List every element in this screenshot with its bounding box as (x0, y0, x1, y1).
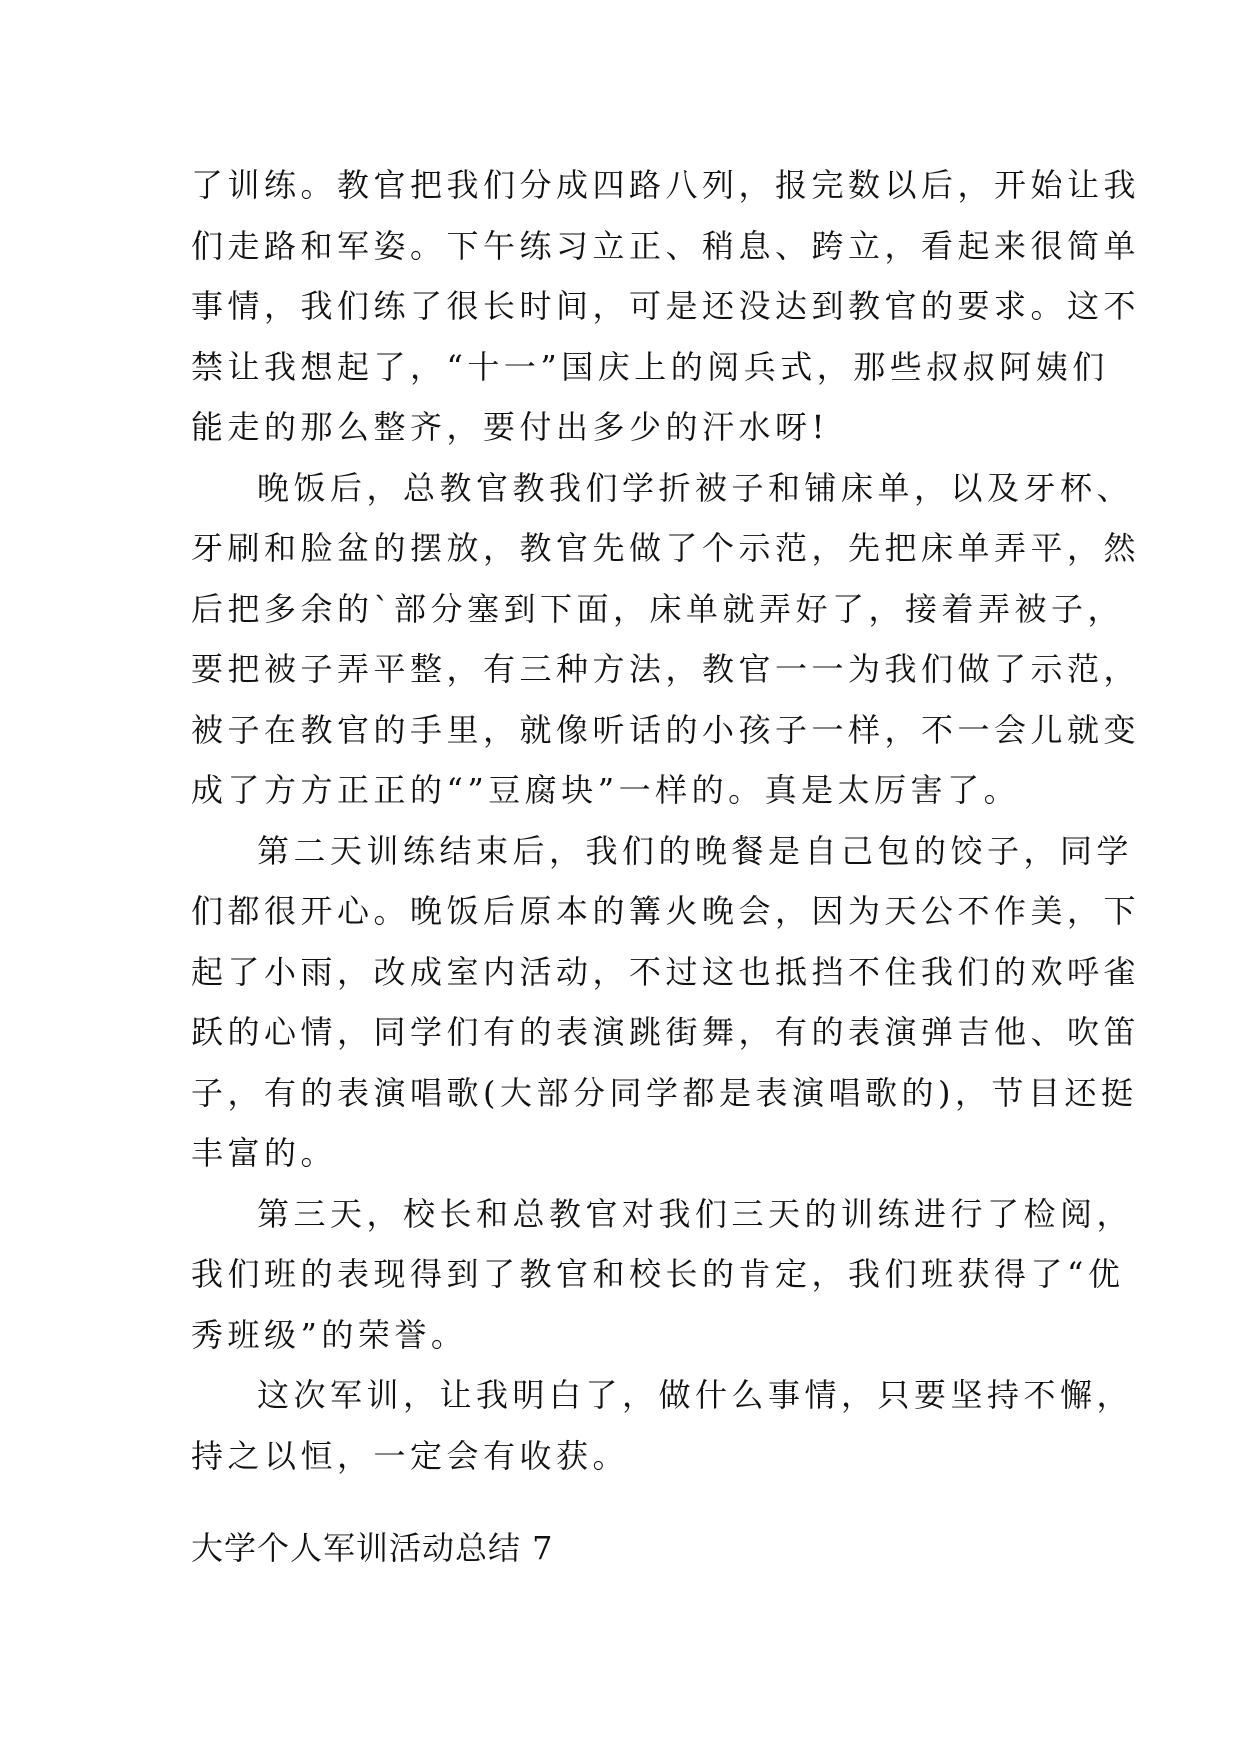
text-line: 这次军训，让我明白了，做什么事情，只要坚持不懈， (257, 1376, 1134, 1414)
text-line: 晚饭后，总教官教我们学折被子和铺床单，以及牙杯、 (257, 468, 1134, 507)
paragraph-3 (191, 821, 1141, 1184)
text-line: 牙刷和脸盆的摆放，教官先做了个示范，先把床单弄平，然 (191, 529, 1141, 567)
paragraph-4 (191, 1184, 1134, 1366)
text-line: 后把多余的`部分塞到下面，床单就弄好了，接着弄被子， (191, 589, 1125, 628)
text-line: 成了方方正正的“”豆腐块”一样的。真是太厉害了。 (191, 771, 1021, 809)
text-line: 持之以恒，一定会有收获。 (191, 1436, 630, 1475)
paragraph-1 (191, 155, 1141, 458)
text-line: 能走的那么整齐，要付出多少的汗水呀! (191, 408, 829, 446)
text-line: 子，有的表演唱歌(大部分同学都是表演唱歌的)，节目还挺 (191, 1073, 1138, 1112)
text-line: 跃的心情，同学们有的表演跳街舞，有的表演弹吉他、吹笛 (191, 1013, 1141, 1051)
text-line: 第三天，校长和总教官对我们三天的训练进行了检阅， (257, 1194, 1134, 1233)
text-line: 秀班级”的荣誉。 (191, 1315, 468, 1354)
text-line: 禁让我想起了，“十一”国庆上的阅兵式，那些叔叔阿姨们 (191, 347, 1109, 386)
text-line: 我们班的表现得到了教官和校长的肯定，我们班获得了“优 (191, 1255, 1125, 1293)
text-line: 起了小雨，改成室内活动，不过这也抵挡不住我们的欢呼雀 (191, 952, 1141, 991)
article-body (191, 155, 1141, 1486)
text-line: 第二天训练结束后，我们的晚餐是自己包的饺子，同学 (257, 831, 1134, 870)
text-line: 被子在教官的手里，就像听话的小孩子一样，不一会儿就变 (191, 710, 1141, 749)
text-line: 们走路和军姿。下午练习立正、稍息、跨立，看起来很简单 (191, 226, 1141, 265)
text-line: 们都很开心。晚饭后原本的篝火晚会，因为天公不作美，下 (191, 892, 1141, 930)
paragraph-2 (191, 458, 1141, 821)
text-line: 了训练。教官把我们分成四路八列，报完数以后，开始让我 (191, 166, 1141, 204)
text-line: 事情，我们练了很长时间，可是还没达到教官的要求。这不 (191, 287, 1141, 325)
text-line: 要把被子弄平整，有三种方法，教官一一为我们做了示范， (191, 650, 1141, 688)
section-heading: 大学个人军训活动总结 7 (191, 1529, 554, 1567)
paragraph-5 (191, 1365, 1134, 1486)
text-line: 丰富的。 (191, 1134, 338, 1172)
